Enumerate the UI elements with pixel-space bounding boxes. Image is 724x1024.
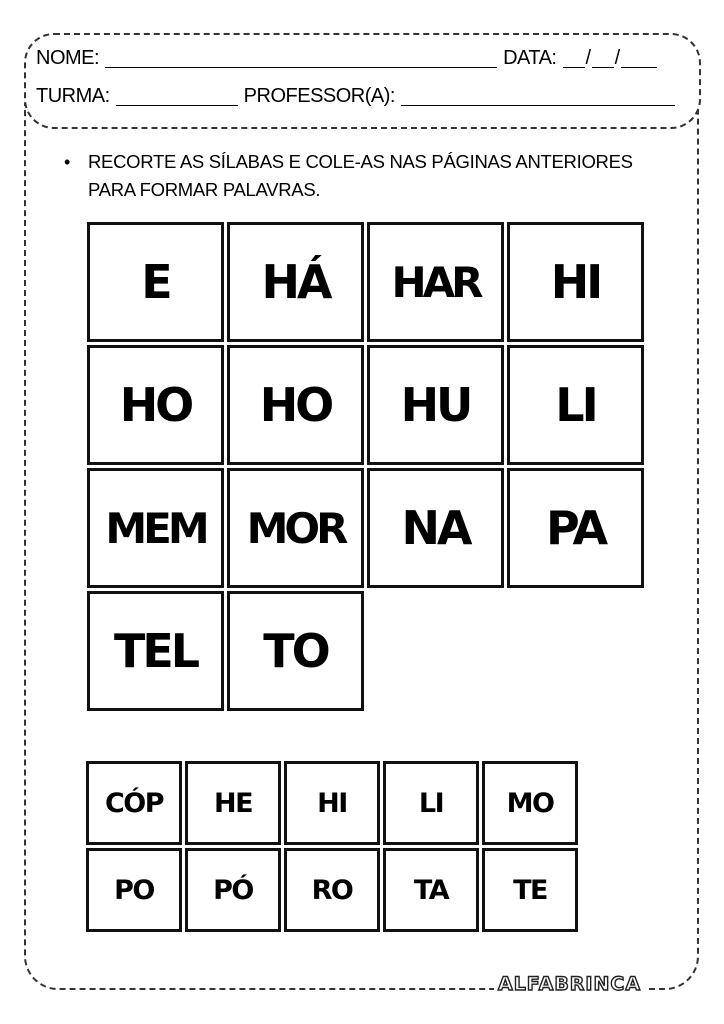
syllable-card[interactable]: MEM: [87, 468, 224, 588]
date-month-blank[interactable]: [592, 49, 614, 68]
date-field[interactable]: [563, 47, 657, 70]
syllable-card[interactable]: HE: [185, 761, 281, 845]
syllable-card[interactable]: TEL: [87, 591, 224, 711]
syllable-card[interactable]: HU: [367, 345, 504, 465]
bullet-icon: •: [64, 152, 71, 172]
syllable-card[interactable]: HI: [507, 222, 644, 342]
date-label: DATA:: [503, 47, 557, 69]
small-syllable-grid: [86, 761, 578, 932]
date-separator: /: [585, 47, 591, 69]
instruction-line-2: PARA FORMAR PALAVRAS.: [88, 179, 321, 200]
syllable-card[interactable]: PA: [507, 468, 644, 588]
class-label: TURMA:: [36, 85, 110, 107]
syllable-card[interactable]: HÁ: [227, 222, 364, 342]
syllable-card[interactable]: HI: [284, 761, 380, 845]
syllable-card[interactable]: MO: [482, 761, 578, 845]
teacher-label: PROFESSOR(A):: [243, 85, 395, 107]
instruction-line-1: RECORTE AS SÍLABAS E COLE-AS NAS PÁGINAS ANTERIORES: [88, 151, 633, 172]
syllable-card[interactable]: HAR: [367, 222, 504, 342]
date-day-blank[interactable]: [563, 49, 585, 68]
syllable-card[interactable]: HO: [227, 345, 364, 465]
syllable-card[interactable]: E: [87, 222, 224, 342]
name-label: NOME:: [36, 47, 100, 69]
syllable-card[interactable]: PO: [86, 848, 182, 932]
header-row-1: [36, 47, 685, 70]
syllable-card[interactable]: CÓP: [86, 761, 182, 845]
class-field[interactable]: [116, 87, 238, 106]
syllable-card[interactable]: NA: [367, 468, 504, 588]
syllable-card[interactable]: RO: [284, 848, 380, 932]
student-info-header: [24, 33, 701, 129]
large-syllable-grid: [87, 222, 644, 711]
brand-logo: ALFABRINCA: [494, 973, 645, 995]
syllable-card[interactable]: LI: [507, 345, 644, 465]
name-field[interactable]: [105, 49, 497, 68]
header-row-2: [36, 85, 685, 108]
syllable-card[interactable]: TO: [227, 591, 364, 711]
instruction: [64, 148, 664, 204]
syllable-card[interactable]: MOR: [227, 468, 364, 588]
syllable-card[interactable]: PÓ: [185, 848, 281, 932]
teacher-field[interactable]: [401, 87, 675, 106]
syllable-card[interactable]: HO: [87, 345, 224, 465]
syllable-card[interactable]: LI: [383, 761, 479, 845]
syllable-card[interactable]: TA: [383, 848, 479, 932]
syllable-card[interactable]: TE: [482, 848, 578, 932]
date-year-blank[interactable]: [621, 49, 657, 68]
date-separator: /: [614, 47, 620, 69]
